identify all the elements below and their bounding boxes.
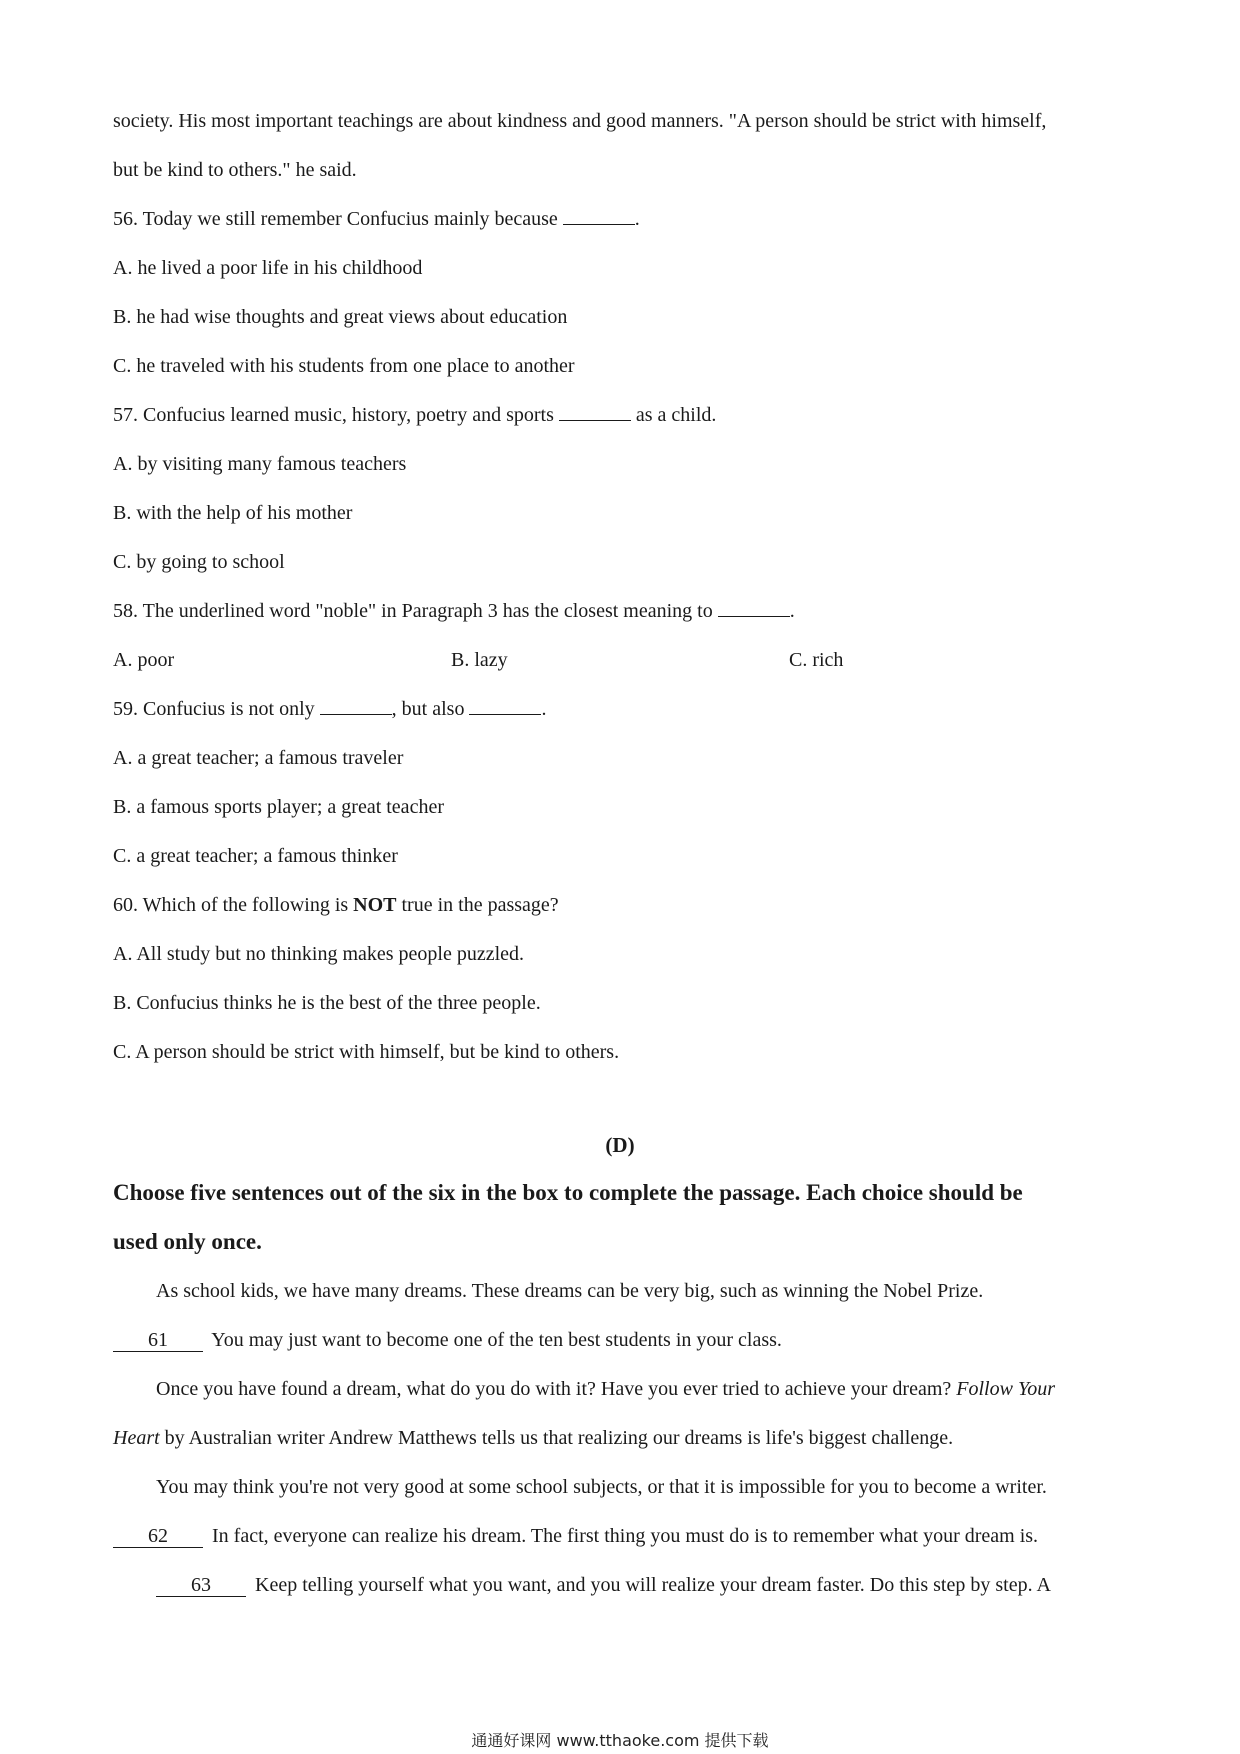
passage-text-line: You may think you're not very good at some school subjects, or that it is impossible for you to become a writer. — [156, 1476, 1047, 1498]
passage-text: Once you have found a dream, what do you do with it? Have you ever tried to achieve your dream? — [156, 1378, 952, 1400]
passage-text: In fact, everyone can realize his dream. The first thing you must do is to remember what your dream is. — [212, 1525, 1039, 1547]
option-a: A. All study but no thinking makes people puzzled. — [113, 943, 525, 965]
question-57-stem — [113, 402, 716, 428]
option-a: A. poor — [113, 649, 175, 671]
option-b: B. he had wise thoughts and great views about education — [113, 306, 568, 328]
passage-text: by Australian writer Andrew Matthews tells us that realizing our dreams is life's biggest challenge. — [164, 1427, 954, 1449]
page-footer: 通通好课网 www.tthaoke.com 提供下载 — [471, 1731, 769, 1750]
question-stem-text: , but also — [391, 698, 465, 720]
option-c: C. a great teacher; a famous thinker — [113, 845, 398, 867]
question-stem-text: as a child. — [635, 404, 717, 426]
blank-62: 62 — [113, 1525, 203, 1548]
question-stem-text: 59. Confucius is not only — [113, 698, 315, 720]
option-c: C. he traveled with his students from one place to another — [113, 355, 575, 377]
answer-blank — [563, 206, 635, 225]
passage-text-line: but be kind to others." he said. — [113, 159, 357, 181]
option-c: C. by going to school — [113, 551, 285, 573]
question-stem-text: . — [634, 208, 640, 230]
answer-blank — [559, 402, 631, 421]
question-stem-text: . — [541, 698, 547, 720]
passage-text: Keep telling yourself what you want, and you will realize your dream faster. Do this step by step. A — [255, 1574, 1051, 1596]
question-stem-text: 57. Confucius learned music, history, poetry and sports — [113, 404, 554, 426]
question-stem-emphasis: NOT — [353, 894, 397, 916]
section-instruction: Choose five sentences out of the six in the box to complete the passage. Each choice should be — [113, 1180, 1023, 1205]
passage-text-line — [156, 1376, 1055, 1402]
passage-text-line: As school kids, we have many dreams. These dreams can be very big, such as winning the Nobel Prize. — [156, 1280, 984, 1302]
option-a: A. he lived a poor life in his childhood — [113, 257, 423, 279]
option-a: A. by visiting many famous teachers — [113, 453, 407, 475]
question-stem-text: true in the passage? — [401, 894, 559, 916]
answer-blank — [718, 598, 790, 617]
question-56-stem — [113, 206, 640, 232]
option-b: B. a famous sports player; a great teacher — [113, 796, 444, 818]
answer-blank — [469, 696, 541, 715]
section-instruction: used only once. — [113, 1229, 262, 1254]
option-b: B. Confucius thinks he is the best of the three people. — [113, 992, 541, 1014]
option-c: C. A person should be strict with himself, but be kind to others. — [113, 1041, 620, 1063]
question-stem-text: . — [789, 600, 795, 622]
passage-text: You may just want to become one of the ten best students in your class. — [211, 1329, 782, 1351]
option-b: B. lazy — [451, 649, 508, 671]
question-60-stem — [113, 892, 559, 918]
question-58-stem — [113, 598, 795, 624]
passage-text-line: society. His most important teachings are about kindness and good manners. "A person should be strict with himself, — [113, 110, 1047, 132]
question-stem-text: 56. Today we still remember Confucius mainly because — [113, 208, 558, 230]
option-a: A. a great teacher; a famous traveler — [113, 747, 404, 769]
question-stem-text: 60. Which of the following is — [113, 894, 349, 916]
passage-text-line — [156, 1572, 1051, 1598]
question-stem-text: 58. The underlined word "noble" in Paragraph 3 has the closest meaning to — [113, 600, 713, 622]
passage-text-line — [113, 1523, 1038, 1549]
answer-blank — [320, 696, 392, 715]
book-title: Follow Your — [956, 1378, 1056, 1400]
passage-text-line — [113, 1425, 953, 1451]
blank-63: 63 — [156, 1574, 246, 1597]
question-59-stem — [113, 696, 546, 722]
book-title: Heart — [113, 1427, 160, 1449]
blank-61: 61 — [113, 1329, 203, 1352]
section-label: (D) — [605, 1133, 635, 1157]
option-b: B. with the help of his mother — [113, 502, 353, 524]
option-c: C. rich — [789, 649, 844, 671]
passage-text-line — [113, 1327, 782, 1353]
